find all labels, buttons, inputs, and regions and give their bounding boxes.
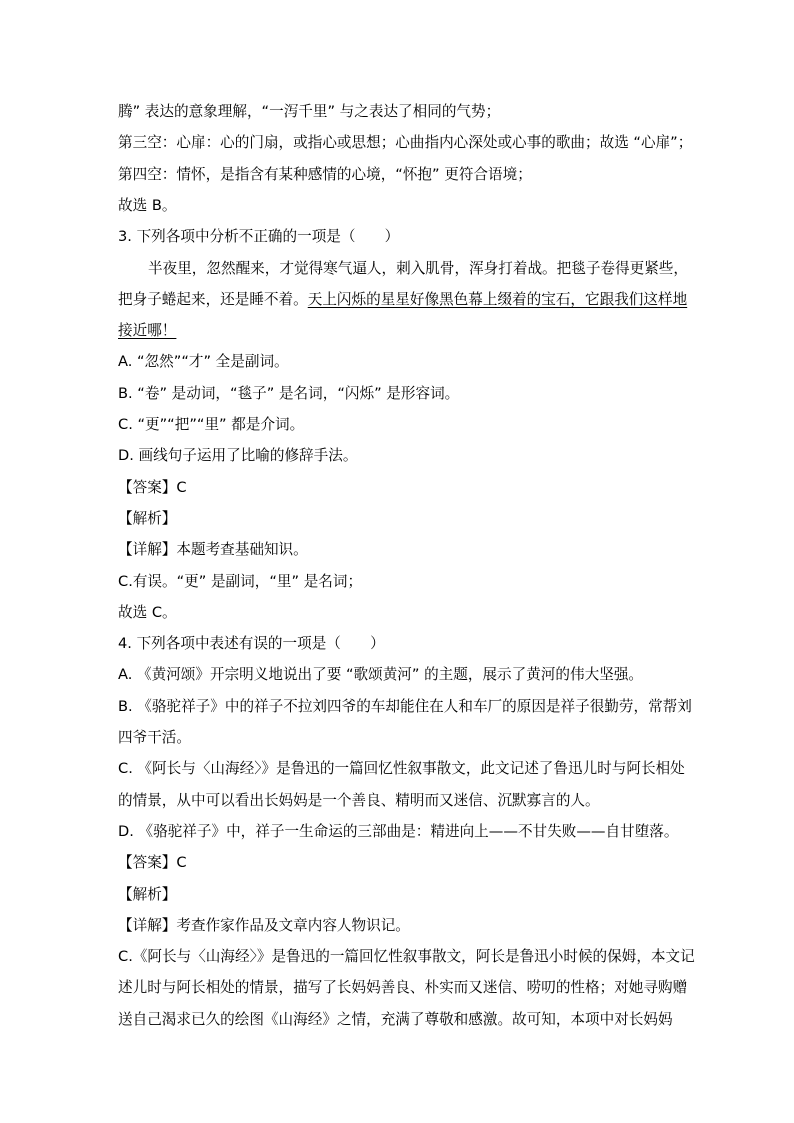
text-line: [118, 321, 176, 341]
text-line: [118, 791, 600, 811]
text-line: [118, 634, 385, 654]
text-line: [118, 885, 176, 905]
line-text: 半夜里，忽然醒来，才觉得寒气逼人，刺入肌骨，浑身打着战。把毯子卷得更紧些，: [148, 259, 688, 277]
line-text: 【详解】本题考查基础知识。: [118, 541, 308, 559]
text-line: [148, 259, 688, 279]
line-text: B. 《骆驼祥子》中的祥子不拉刘四爷的车却能住在人和车厂的原因是祥子很勤劳，常帮刘: [118, 697, 692, 715]
line-text: 【答案】C: [118, 854, 187, 872]
text-line: [118, 415, 304, 435]
text-line: [118, 572, 362, 592]
line-text: 腾” 表达的意象理解，“一泻千里” 与之表达了相同的气势；: [118, 103, 501, 120]
line-text: A. 《黄河颂》开宗明义地说出了要 “歌颂黄河” 的主题，展示了黄河的伟大坚强。: [118, 666, 644, 684]
text-line: [118, 728, 191, 748]
text-line: [118, 165, 532, 185]
line-text: 【详解】考查作家作品及文章内容人物识记。: [118, 916, 410, 934]
text-line: [118, 446, 357, 466]
line-text: C. “更”“把”“里” 都是介词。: [118, 416, 305, 433]
underlined-sentence: 天上闪烁的星星好像黑色幕上缀着的宝石，它跟我们这样地: [307, 290, 688, 308]
line-text: 故选 C。: [118, 603, 177, 621]
line-text: A. “忽然”“才” 全是副词。: [118, 353, 289, 371]
text-line: [118, 978, 687, 998]
line-text: 【解析】: [118, 885, 177, 903]
text-line: [118, 478, 187, 498]
text-line: [118, 1010, 673, 1030]
line-text: 述儿时与阿长相处的情景，描写了长妈妈善良、朴实而又迷信、唠叨的性格；对她寻购赠: [118, 979, 688, 997]
line-text: 3. 下列各项中分析不正确的一项是（ ）: [118, 228, 400, 246]
line-text: D. 画线句子运用了比喻的修辞手法。: [118, 447, 358, 465]
line-text: 【解析】: [118, 509, 177, 527]
text-line: [118, 947, 695, 967]
line-text: 【答案】C: [118, 478, 187, 496]
line-text: 第四空：情怀，是指含有某种感情的心境，“怀抱” 更符合语境；: [118, 165, 532, 183]
text-line: [118, 384, 459, 404]
text-line: [118, 697, 692, 717]
line-text: 的情景，从中可以看出长妈妈是一个善良、精明而又迷信、沉默寡言的人。: [118, 791, 600, 809]
line-text: C. 《阿长与〈山海经〉》是鲁迅的一篇回忆性叙事散文，此文记述了鲁迅儿时与阿长相处: [118, 760, 685, 778]
line-text: 4. 下列各项中表述有误的一项是（ ）: [118, 635, 385, 653]
line-text: C.《阿长与〈山海经〉》是鲁迅的一篇回忆性叙事散文，阿长是鲁迅小时候的保姆，本文记: [118, 948, 695, 966]
text-line: [118, 133, 692, 153]
text-line: [118, 196, 176, 216]
text-line: [118, 102, 500, 122]
text-line: [118, 759, 685, 779]
line-text: 第三空：心扉：心的门扇，或指心或思想；心曲指内心深处或心事的歌曲；故选 “心扉”；: [118, 134, 693, 152]
line-text: D. 《骆驼祥子》中，祥子一生命运的三部曲是：精进向上——不甘失败——自甘堕落。: [118, 822, 679, 840]
line-text: 把身子蜷起来，还是睡不着。: [118, 290, 308, 308]
text-line: [118, 665, 643, 685]
text-line: [118, 853, 187, 873]
text-line: [118, 540, 308, 560]
text-line: [118, 227, 399, 247]
underlined-sentence: 接近哪！: [118, 322, 177, 340]
line-text: C.有误。“更” 是副词，“里” 是名词；: [118, 572, 363, 590]
text-line: [118, 290, 687, 310]
text-line: [118, 822, 679, 842]
line-text: 四爷干活。: [118, 729, 191, 746]
text-line: [118, 509, 176, 529]
line-text: B. “卷” 是动词，“毯子” 是名词，“闪烁” 是形容词。: [118, 384, 460, 402]
text-line: [118, 916, 410, 936]
text-line: [118, 603, 177, 623]
line-text: 故选 B。: [118, 196, 177, 214]
text-line: [118, 352, 289, 372]
line-text: 送自己渴求已久的绘图《山海经》之情，充满了尊敬和感激。故可知，本项中对长妈妈: [118, 1010, 673, 1028]
